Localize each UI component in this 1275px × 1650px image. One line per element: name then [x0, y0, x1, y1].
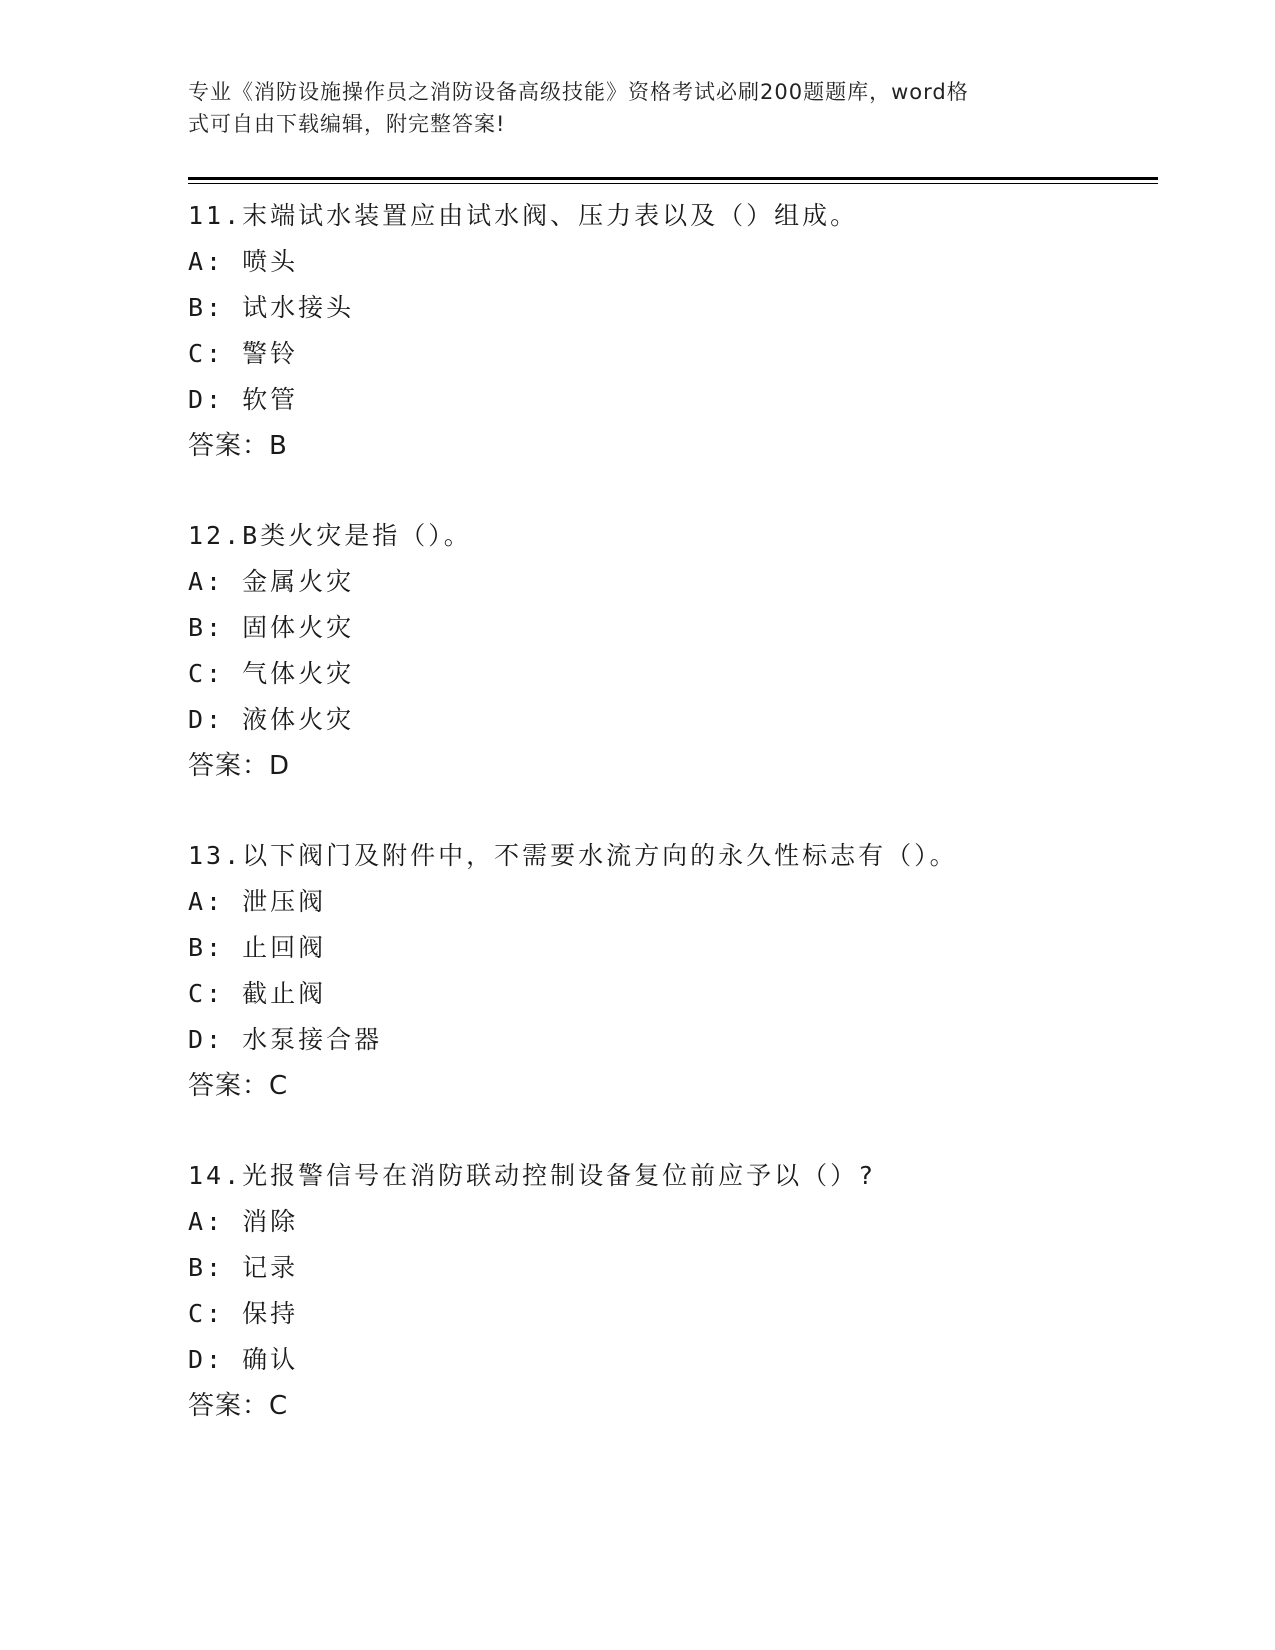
option-b: B: 记录: [188, 1253, 299, 1282]
option-a: A: 金属火灾: [188, 567, 355, 596]
option-a: A: 喷头: [188, 247, 299, 276]
option-d: D: 液体火灾: [188, 705, 355, 734]
option-c: C: 气体火灾: [188, 659, 355, 688]
option-b: B: 固体火灾: [188, 613, 355, 642]
option-c: C: 警铃: [188, 339, 299, 368]
document-header: [188, 76, 1068, 140]
option-c: C: 截止阀: [188, 979, 327, 1008]
question-stem: 13.以下阀门及附件中，不需要水流方向的永久性标志有（）。: [188, 841, 958, 870]
answer-line: 答案：D: [188, 751, 291, 781]
answer-line: 答案：C: [188, 1391, 289, 1421]
question-13: [188, 833, 1148, 1109]
question-12: [188, 513, 1148, 789]
option-a: A: 泄压阀: [188, 887, 327, 916]
question-stem: 11.末端试水装置应由试水阀、压力表以及（）组成。: [188, 201, 859, 230]
header-line-1: 专业《消防设施操作员之消防设备高级技能》资格考试必刷200题题库，word格: [188, 80, 969, 104]
option-d: D: 软管: [188, 385, 299, 414]
question-14: [188, 1153, 1148, 1429]
option-b: B: 止回阀: [188, 933, 327, 962]
question-stem: 14.光报警信号在消防联动控制设备复位前应予以（）?: [188, 1161, 877, 1190]
answer-line: 答案：C: [188, 1071, 289, 1101]
option-d: D: 水泵接合器: [188, 1025, 383, 1054]
option-a: A: 消除: [188, 1207, 299, 1236]
header-rule-thin: [188, 183, 1158, 184]
option-d: D: 确认: [188, 1345, 299, 1374]
question-stem: 12.B类火灾是指（）。: [188, 521, 472, 550]
header-line-2: 式可自由下载编辑，附完整答案!: [188, 112, 506, 136]
header-rule-thick: [188, 177, 1158, 180]
question-11: [188, 193, 1148, 469]
option-c: C: 保持: [188, 1299, 299, 1328]
answer-line: 答案：B: [188, 431, 288, 461]
option-b: B: 试水接头: [188, 293, 355, 322]
question-list: [188, 193, 1148, 1473]
